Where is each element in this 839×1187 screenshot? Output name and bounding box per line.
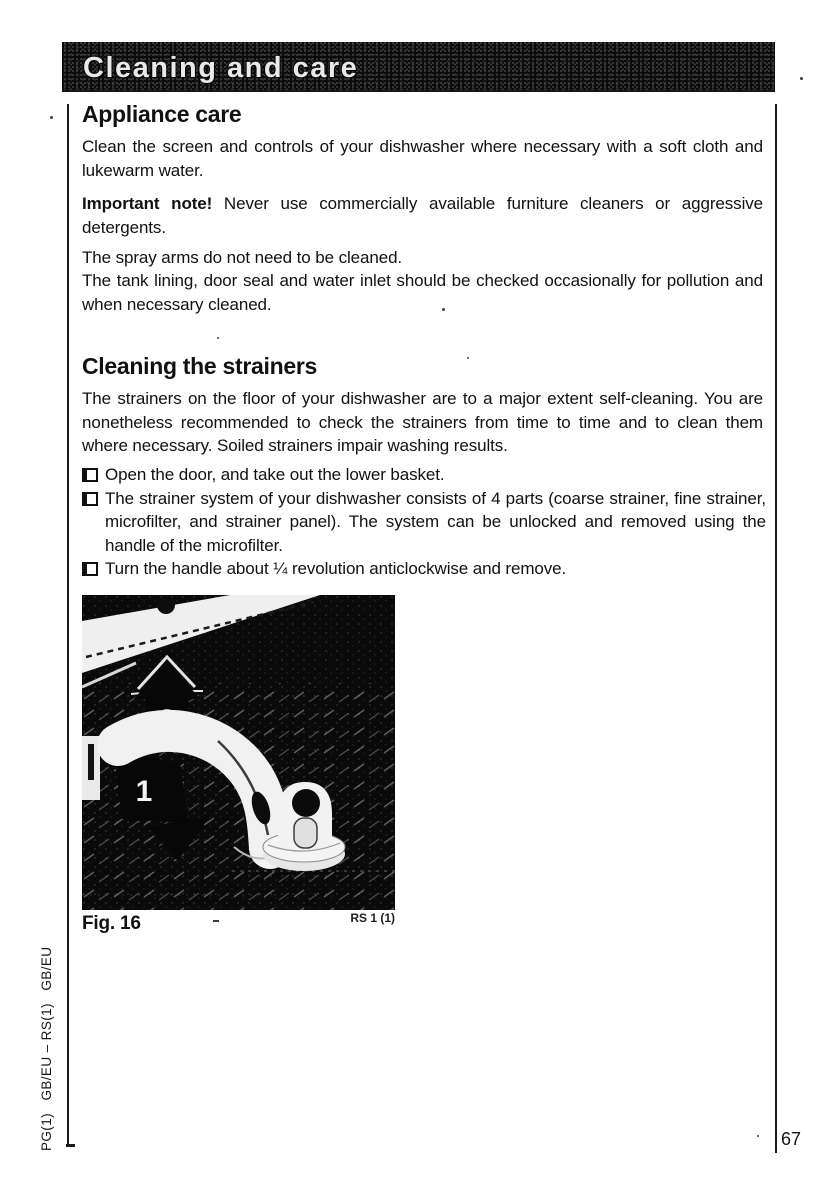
figure-16-photo bbox=[82, 595, 395, 910]
banner-title: Cleaning and care bbox=[83, 52, 359, 84]
figure-caption: Fig. 16 bbox=[82, 913, 141, 934]
list-item bbox=[82, 557, 766, 581]
spray-arms-line: The spray arms do not need to be cleaned. bbox=[82, 248, 403, 267]
handle-latch bbox=[294, 818, 317, 848]
scan-speck bbox=[442, 308, 445, 311]
spray-arm-nozzle bbox=[157, 596, 175, 614]
figure-caption-row bbox=[82, 910, 395, 935]
scan-speck bbox=[467, 357, 469, 359]
checkbox-bullet-icon bbox=[82, 492, 98, 506]
strainers-heading: Cleaning the strainers bbox=[82, 353, 317, 379]
step-text: The strainer system of your dishwasher consists of 4 parts (coarse strainer, fine strainer, microfilter, and strainer panel). The system can be unlocked and removed using the handle of the microfilter. bbox=[105, 488, 766, 555]
left-margin-rule bbox=[67, 104, 69, 1147]
list-item bbox=[82, 463, 766, 487]
scan-speck bbox=[217, 337, 219, 339]
list-item bbox=[82, 487, 766, 558]
left-rule-foot bbox=[66, 1144, 75, 1147]
step-text: Turn the handle about ¼ revolution anticlockwise and remove. bbox=[105, 559, 567, 578]
arrow-label-2: 2 bbox=[158, 703, 176, 739]
figure-ref-code: RS 1 (1) bbox=[350, 911, 395, 925]
checkbox-bullet-icon bbox=[82, 468, 98, 482]
important-note-text: Never use commercially available furniture cleaners or aggressive detergents. bbox=[82, 194, 764, 237]
right-margin-rule bbox=[775, 104, 777, 1153]
scan-speck bbox=[213, 920, 219, 922]
tank-lining-paragraph: The tank lining, door seal and water inlet should be checked occasionally for pollution and when necessary cleaned. bbox=[82, 271, 763, 314]
appliance-care-intro: Clean the screen and controls of your dishwasher where necessary with a soft cloth and lukewarm water. bbox=[82, 137, 763, 180]
page-number: 67 bbox=[781, 1129, 802, 1149]
important-note-paragraph bbox=[82, 192, 763, 239]
scan-speck bbox=[757, 1135, 759, 1137]
scan-speck bbox=[800, 77, 803, 80]
print-margin-code: PG(1) GB/EU – RS(1) GB/EU bbox=[39, 946, 54, 1151]
step-text: Open the door, and take out the lower basket. bbox=[105, 465, 445, 484]
figure-image bbox=[82, 595, 395, 910]
important-note-label: Important note! bbox=[82, 194, 213, 213]
strainer-steps-list bbox=[82, 463, 766, 581]
handle-hole bbox=[292, 789, 320, 817]
strainers-intro: The strainers on the floor of your dishwasher are to a major extent self-cleaning. You are nonetheless recommended to check the strainers from time to time and to clean them where necessary. Soiled strainers impair washing results. bbox=[82, 389, 763, 455]
appliance-care-heading: Appliance care bbox=[82, 101, 242, 127]
arrow-label-1: 1 bbox=[135, 775, 153, 808]
scan-speck bbox=[50, 116, 53, 119]
checkbox-bullet-icon bbox=[82, 562, 98, 576]
section-banner bbox=[62, 42, 775, 92]
